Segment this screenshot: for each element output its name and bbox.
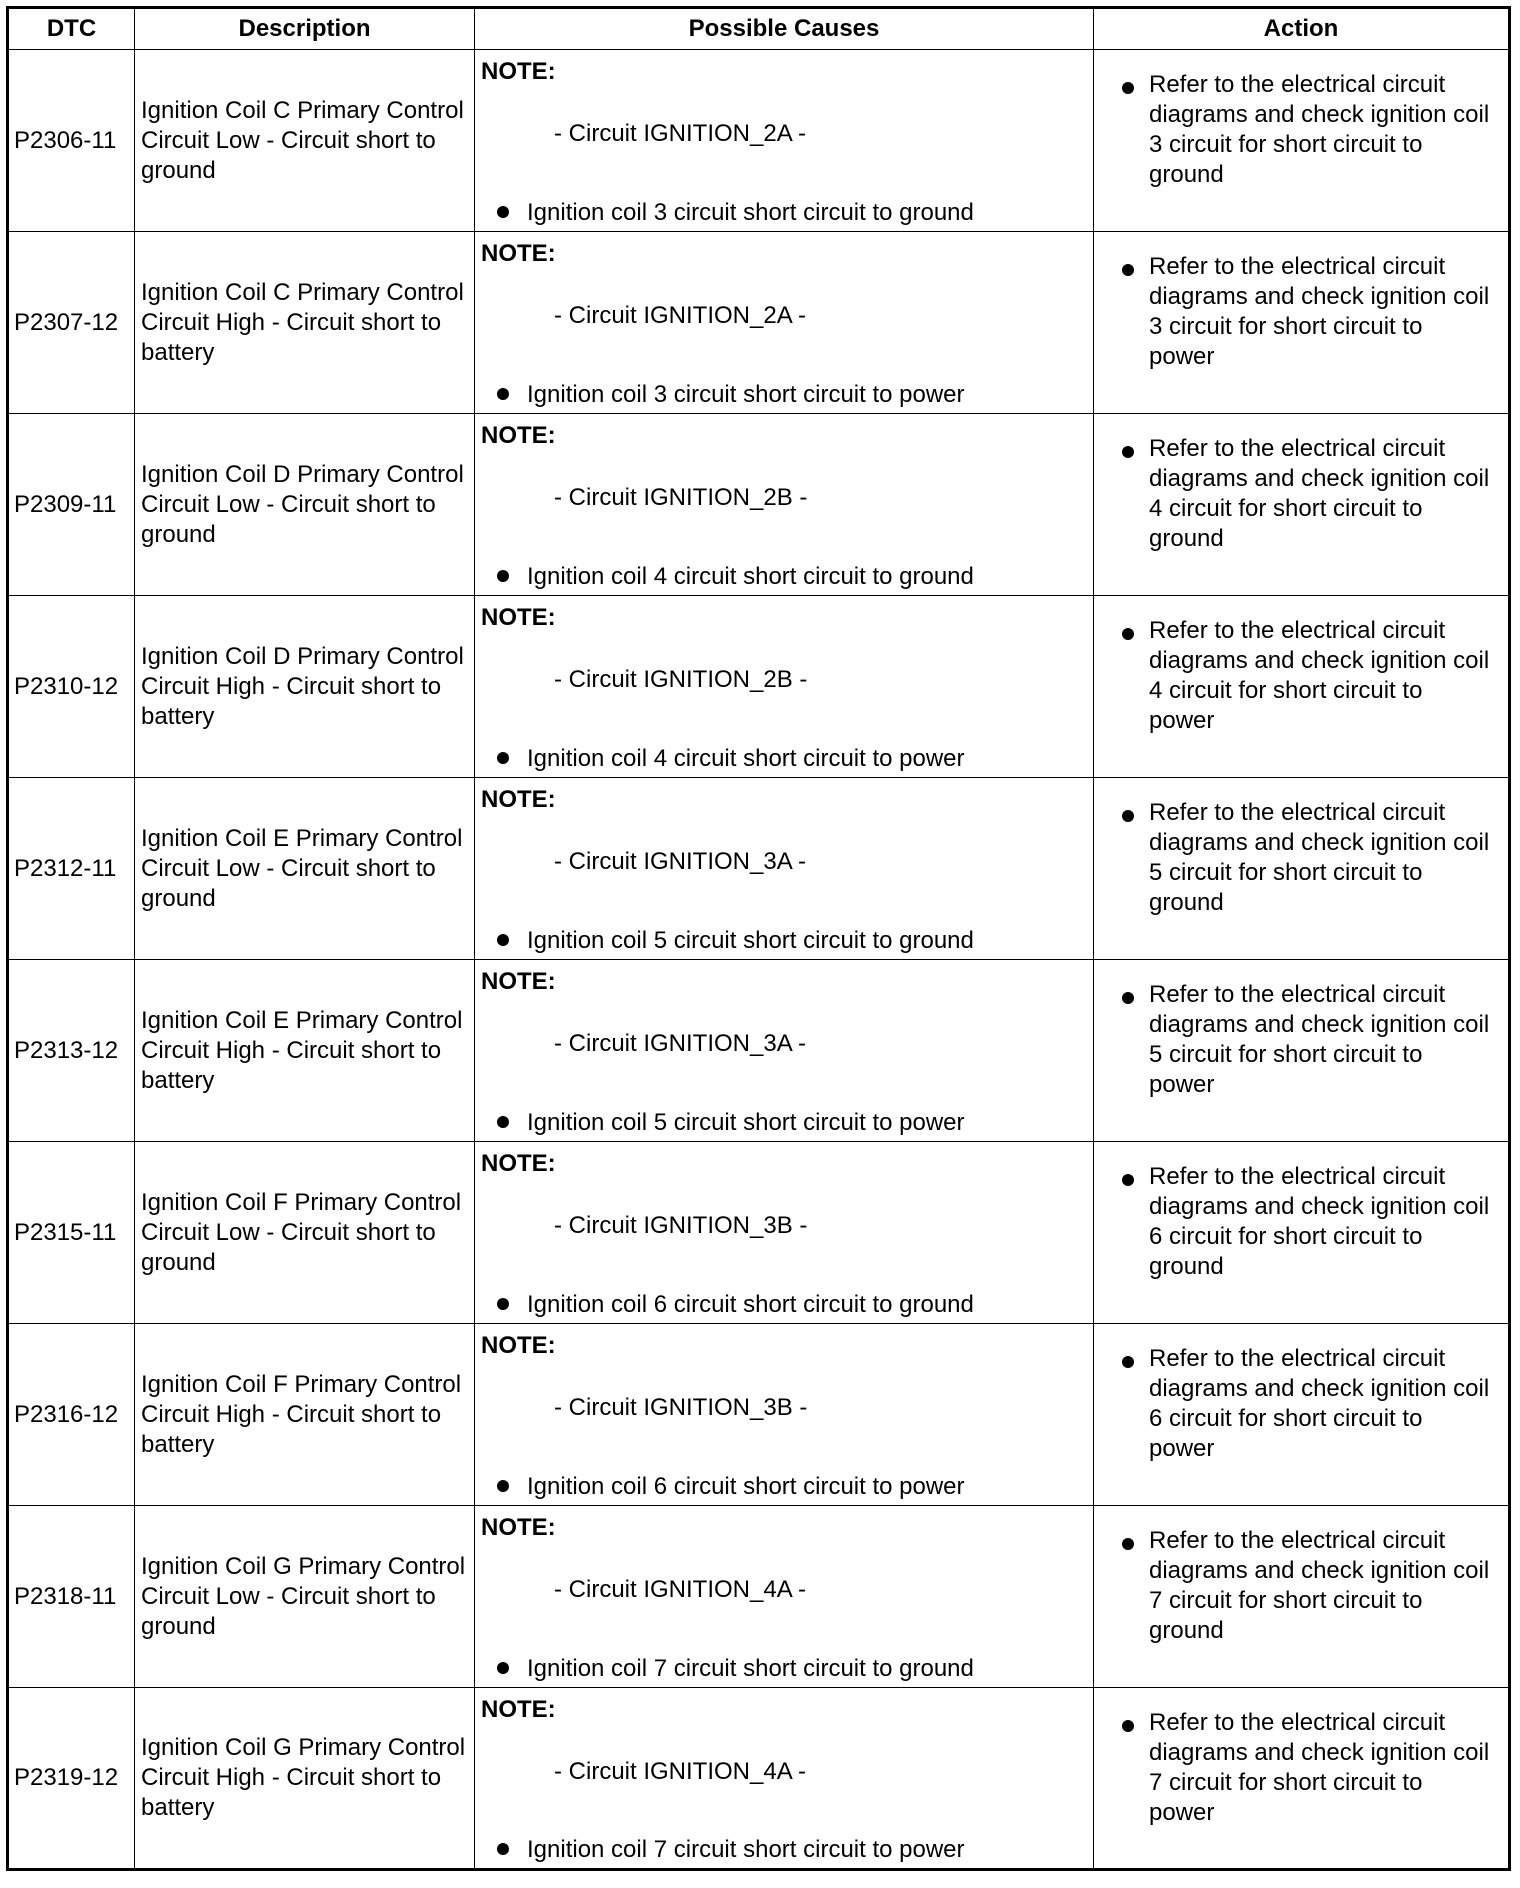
bullet-icon (497, 1480, 509, 1492)
action-cell (1094, 232, 1510, 414)
note-label: NOTE: (481, 422, 556, 449)
cause-text: Ignition coil 3 circuit short circuit to power (527, 381, 965, 408)
dtc-code: P2319-12 (8, 1688, 135, 1870)
action-cell (1094, 1688, 1510, 1870)
dtc-code: P2316-12 (8, 1324, 135, 1506)
dtc-description: Ignition Coil F Primary Control Circuit High - Circuit short to battery (135, 1324, 475, 1506)
bullet-icon (497, 570, 509, 582)
action-text: Refer to the electrical circuit diagrams and check ignition coil 7 circuit for short circuit to ground (1149, 1527, 1490, 1644)
circuit-name: - Circuit IGNITION_3A - (554, 1030, 807, 1057)
possible-causes-cell (475, 1688, 1094, 1870)
circuit-name: - Circuit IGNITION_3B - (554, 1394, 808, 1421)
cause-item (497, 745, 965, 773)
action-cell (1094, 960, 1510, 1142)
action-cell (1094, 1506, 1510, 1688)
bullet-icon (497, 388, 509, 400)
action-cell (1094, 1142, 1510, 1324)
circuit-name: - Circuit IGNITION_2A - (554, 120, 807, 147)
table-row (8, 414, 1510, 596)
possible-causes-cell (475, 414, 1094, 596)
cause-item (497, 563, 974, 591)
bullet-icon (1122, 264, 1134, 276)
dtc-description: Ignition Coil D Primary Control Circuit Low - Circuit short to ground (135, 414, 475, 596)
bullet-icon (1122, 1356, 1134, 1368)
action-text: Refer to the electrical circuit diagrams and check ignition coil 3 circuit for short circuit to power (1149, 253, 1490, 370)
bullet-icon (497, 934, 509, 946)
dtc-description: Ignition Coil F Primary Control Circuit Low - Circuit short to ground (135, 1142, 475, 1324)
table-row (8, 1324, 1510, 1506)
circuit-name: - Circuit IGNITION_3B - (554, 1212, 808, 1239)
note-label: NOTE: (481, 604, 556, 631)
table-row (8, 596, 1510, 778)
circuit-name: - Circuit IGNITION_2B - (554, 484, 808, 511)
dtc-code: P2309-11 (8, 414, 135, 596)
bullet-icon (497, 1116, 509, 1128)
cause-item (497, 1836, 965, 1864)
cause-text: Ignition coil 3 circuit short circuit to ground (527, 199, 974, 226)
action-text: Refer to the electrical circuit diagrams and check ignition coil 4 circuit for short circuit to ground (1149, 435, 1490, 552)
dtc-code: P2312-11 (8, 778, 135, 960)
note-label: NOTE: (481, 1514, 556, 1541)
dtc-description: Ignition Coil E Primary Control Circuit Low - Circuit short to ground (135, 778, 475, 960)
header-action: Action (1094, 8, 1510, 50)
note-label: NOTE: (481, 786, 556, 813)
action-cell (1094, 50, 1510, 232)
bullet-icon (1122, 1720, 1134, 1732)
dtc-code: P2318-11 (8, 1506, 135, 1688)
note-label: NOTE: (481, 1150, 556, 1177)
possible-causes-cell (475, 1142, 1094, 1324)
dtc-code: P2315-11 (8, 1142, 135, 1324)
possible-causes-cell (475, 50, 1094, 232)
note-label: NOTE: (481, 58, 556, 85)
possible-causes-cell (475, 1506, 1094, 1688)
action-cell (1094, 778, 1510, 960)
note-label: NOTE: (481, 240, 556, 267)
dtc-description: Ignition Coil G Primary Control Circuit High - Circuit short to battery (135, 1688, 475, 1870)
cause-item (497, 927, 974, 955)
table-row (8, 232, 1510, 414)
dtc-table (6, 6, 1511, 1871)
dtc-description: Ignition Coil D Primary Control Circuit High - Circuit short to battery (135, 596, 475, 778)
dtc-description: Ignition Coil C Primary Control Circuit Low - Circuit short to ground (135, 50, 475, 232)
bullet-icon (497, 1298, 509, 1310)
circuit-name: - Circuit IGNITION_4A - (554, 1758, 807, 1785)
bullet-icon (1122, 628, 1134, 640)
cause-text: Ignition coil 4 circuit short circuit to ground (527, 563, 974, 590)
possible-causes-cell (475, 960, 1094, 1142)
dtc-description: Ignition Coil E Primary Control Circuit High - Circuit short to battery (135, 960, 475, 1142)
cause-item (497, 1291, 974, 1319)
possible-causes-cell (475, 232, 1094, 414)
action-cell (1094, 414, 1510, 596)
dtc-code: P2313-12 (8, 960, 135, 1142)
bullet-icon (497, 752, 509, 764)
note-label: NOTE: (481, 968, 556, 995)
action-cell (1094, 1324, 1510, 1506)
cause-text: Ignition coil 6 circuit short circuit to power (527, 1473, 965, 1500)
cause-item (497, 381, 965, 409)
dtc-code: P2306-11 (8, 50, 135, 232)
circuit-name: - Circuit IGNITION_2B - (554, 666, 808, 693)
header-possible-causes: Possible Causes (475, 8, 1094, 50)
action-text: Refer to the electrical circuit diagrams and check ignition coil 3 circuit for short circuit to ground (1149, 71, 1490, 188)
action-text: Refer to the electrical circuit diagrams and check ignition coil 4 circuit for short circuit to power (1149, 617, 1490, 734)
bullet-icon (497, 206, 509, 218)
header-row (8, 8, 1510, 50)
dtc-code: P2310-12 (8, 596, 135, 778)
header-dtc: DTC (8, 8, 135, 50)
action-cell (1094, 596, 1510, 778)
cause-text: Ignition coil 7 circuit short circuit to ground (527, 1655, 974, 1682)
bullet-icon (1122, 1538, 1134, 1550)
bullet-icon (1122, 82, 1134, 94)
bullet-icon (1122, 810, 1134, 822)
note-label: NOTE: (481, 1332, 556, 1359)
header-description: Description (135, 8, 475, 50)
cause-text: Ignition coil 5 circuit short circuit to ground (527, 927, 974, 954)
circuit-name: - Circuit IGNITION_4A - (554, 1576, 807, 1603)
cause-text: Ignition coil 5 circuit short circuit to power (527, 1109, 965, 1136)
possible-causes-cell (475, 596, 1094, 778)
dtc-description: Ignition Coil C Primary Control Circuit High - Circuit short to battery (135, 232, 475, 414)
table-row (8, 960, 1510, 1142)
cause-text: Ignition coil 4 circuit short circuit to power (527, 745, 965, 772)
cause-text: Ignition coil 7 circuit short circuit to power (527, 1836, 965, 1863)
circuit-name: - Circuit IGNITION_2A - (554, 302, 807, 329)
table-row (8, 1688, 1510, 1870)
circuit-name: - Circuit IGNITION_3A - (554, 848, 807, 875)
action-text: Refer to the electrical circuit diagrams and check ignition coil 6 circuit for short circuit to power (1149, 1345, 1490, 1462)
note-label: NOTE: (481, 1696, 556, 1723)
table-row (8, 778, 1510, 960)
dtc-code: P2307-12 (8, 232, 135, 414)
action-text: Refer to the electrical circuit diagrams and check ignition coil 5 circuit for short circuit to power (1149, 981, 1490, 1098)
bullet-icon (1122, 992, 1134, 1004)
cause-item (497, 199, 974, 227)
table-row (8, 1142, 1510, 1324)
table-row (8, 1506, 1510, 1688)
bullet-icon (497, 1662, 509, 1674)
dtc-description: Ignition Coil G Primary Control Circuit Low - Circuit short to ground (135, 1506, 475, 1688)
action-text: Refer to the electrical circuit diagrams and check ignition coil 5 circuit for short circuit to ground (1149, 799, 1490, 916)
possible-causes-cell (475, 1324, 1094, 1506)
cause-item (497, 1473, 965, 1501)
possible-causes-cell (475, 778, 1094, 960)
bullet-icon (1122, 446, 1134, 458)
cause-item (497, 1109, 965, 1137)
action-text: Refer to the electrical circuit diagrams and check ignition coil 6 circuit for short circuit to ground (1149, 1163, 1490, 1280)
table-row (8, 50, 1510, 232)
bullet-icon (1122, 1174, 1134, 1186)
bullet-icon (497, 1843, 509, 1855)
cause-item (497, 1655, 974, 1683)
action-text: Refer to the electrical circuit diagrams and check ignition coil 7 circuit for short circuit to power (1149, 1709, 1490, 1826)
cause-text: Ignition coil 6 circuit short circuit to ground (527, 1291, 974, 1318)
